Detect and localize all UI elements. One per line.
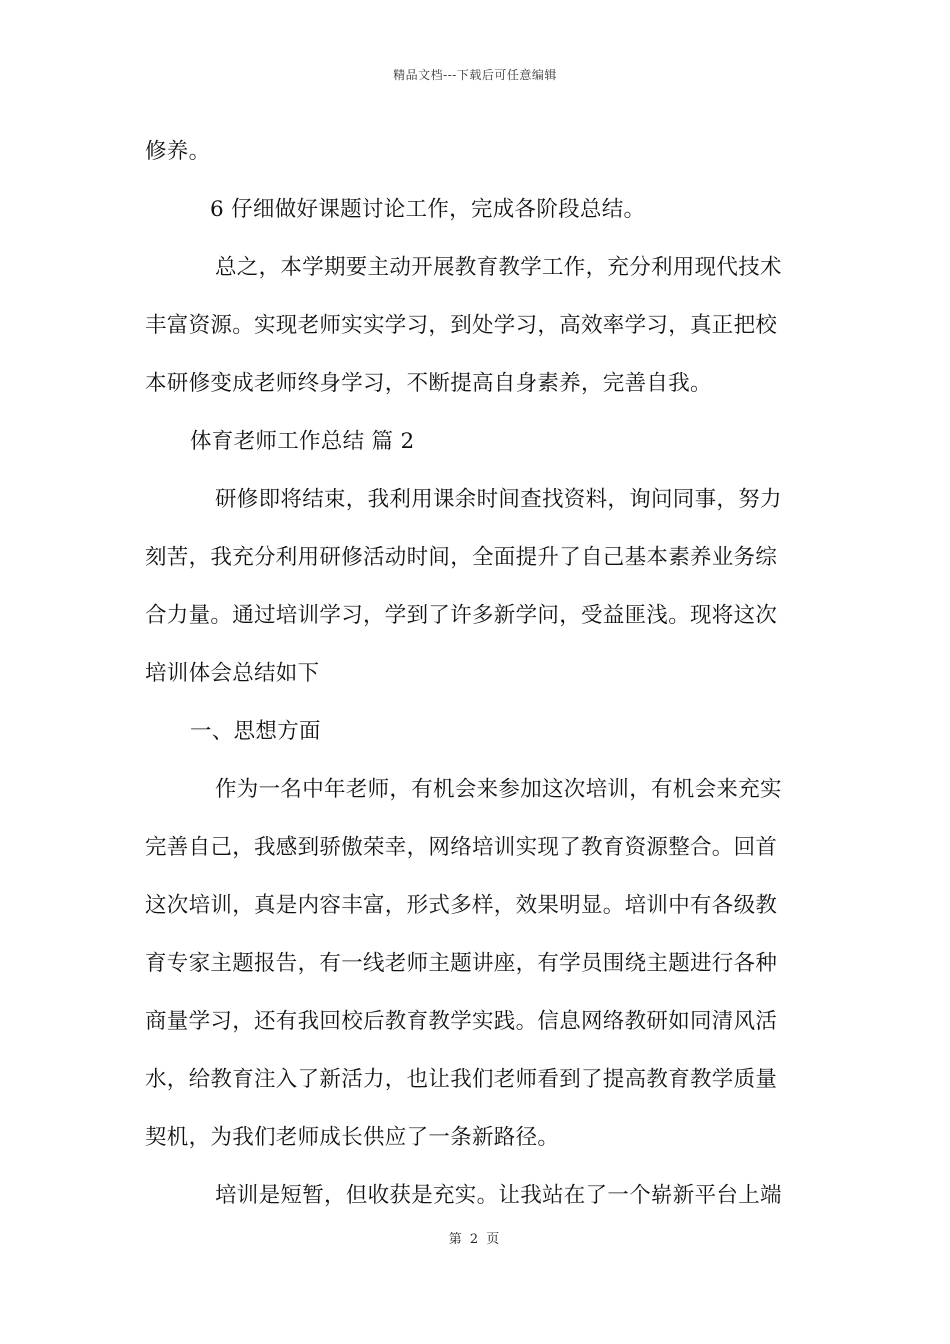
body-line: 育专家主题报告，有一线老师主题讲座，有学员围绕主题进行各种 bbox=[145, 951, 778, 976]
page-number: 第 2 页 bbox=[448, 1232, 502, 1247]
body-line: 培训体会总结如下 bbox=[145, 661, 320, 686]
body-line: 丰富资源。实现老师实实学习，到处学习，高效率学习，真正把校 bbox=[145, 313, 778, 338]
body-line: 作为一名中年老师，有机会来参加这次培训，有机会来充实 bbox=[215, 777, 782, 802]
body-line: 研修即将结束，我利用课余时间查找资料，询问同事，努力 bbox=[215, 487, 782, 512]
page-header: 精品文档---下载后可任意编辑 bbox=[393, 68, 557, 82]
body-line: 完善自己，我感到骄傲荣幸，网络培训实现了教育资源整合。回首 bbox=[145, 835, 778, 860]
body-line: 本研修变成老师终身学习，不断提高自身素养，完善自我。 bbox=[145, 371, 712, 396]
body-line: 商量学习，还有我回校后教育教学实践。信息网络教研如同清风活 bbox=[145, 1009, 778, 1034]
body-line: 培训是短暂，但收获是充实。让我站在了一个崭新平台上端 bbox=[215, 1183, 782, 1208]
body-line: 契机，为我们老师成长供应了一条新路径。 bbox=[145, 1125, 560, 1150]
body-line: 修养。 bbox=[145, 139, 211, 164]
body-line: 刻苦，我充分利用研修活动时间，全面提升了自己基本素养业务综 bbox=[145, 545, 778, 570]
body-line: 水，给教育注入了新活力，也让我们老师看到了提高教育教学质量 bbox=[145, 1067, 778, 1092]
subsection-heading: 一、思想方面 bbox=[190, 719, 321, 744]
section-heading: 体育老师工作总结 篇 2 bbox=[190, 429, 415, 454]
body-line: 合力量。通过培训学习，学到了许多新学问，受益匪浅。现将这次 bbox=[145, 603, 778, 628]
body-line: 6 仔细做好课题讨论工作，完成各阶段总结。 bbox=[210, 197, 646, 222]
body-line: 总之，本学期要主动开展教育教学工作，充分利用现代技术 bbox=[215, 255, 782, 280]
body-line: 这次培训，真是内容丰富，形式多样，效果明显。培训中有各级教 bbox=[145, 893, 778, 918]
